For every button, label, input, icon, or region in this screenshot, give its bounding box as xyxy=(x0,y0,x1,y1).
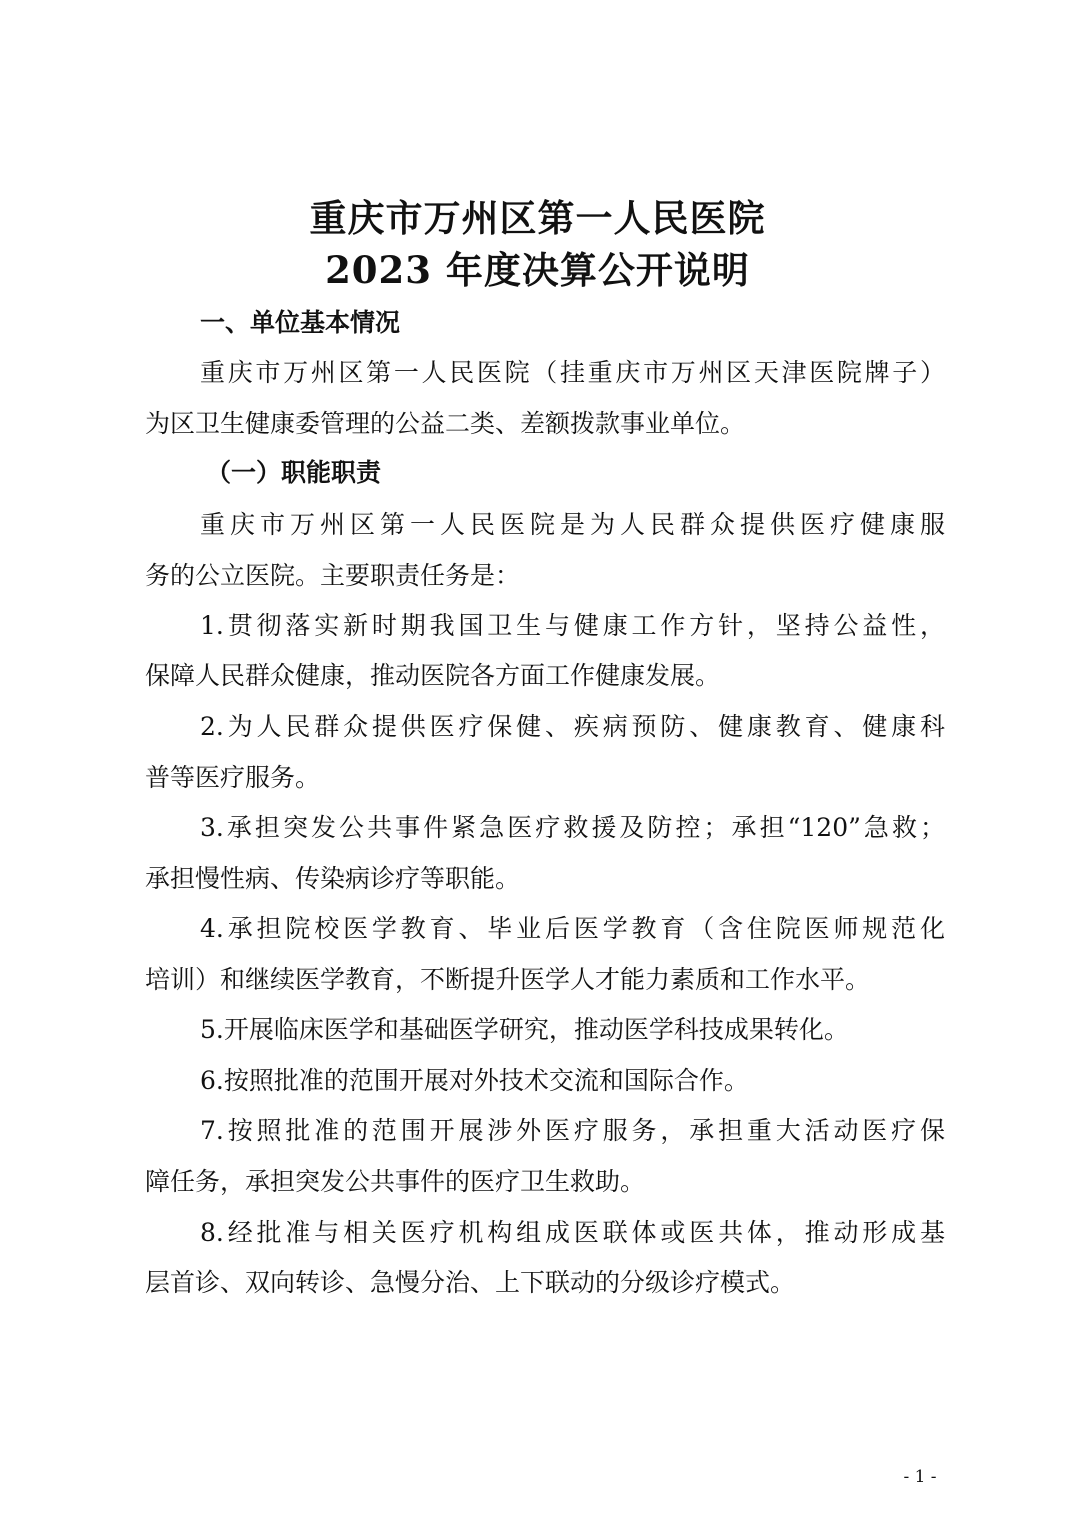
duty-item-2-line1: 2.为人民群众提供医疗保健、疾病预防、健康教育、健康科 xyxy=(200,712,945,741)
document-title-line1: 重庆市万州区第一人民医院 xyxy=(309,196,766,240)
duty-item-8-line2: 层首诊、双向转诊、急慢分治、上下联动的分级诊疗模式。 xyxy=(145,1268,796,1297)
intro-line2: 为区卫生健康委管理的公益二类、差额拨款事业单位。 xyxy=(145,409,746,438)
subsection1-heading: （一）职能职责 xyxy=(206,458,382,487)
intro-line1: 重庆市万州区第一人民医院（挂重庆市万州区天津医院牌子） xyxy=(200,358,945,387)
duty-item-1-line2: 保障人民群众健康，推动医院各方面工作健康发展。 xyxy=(145,661,721,690)
duty-item-1-line1: 1.贯彻落实新时期我国卫生与健康工作方针，坚持公益性， xyxy=(200,611,945,640)
duty-item-6-line1: 6.按照批准的范围开展对外技术交流和国际合作。 xyxy=(200,1066,749,1095)
section1-heading: 一、单位基本情况 xyxy=(200,308,401,337)
duty-item-7-line2: 障任务，承担突发公共事件的医疗卫生救助。 xyxy=(145,1167,646,1196)
duty-item-8-line1: 8.经批准与相关医疗机构组成医联体或医共体，推动形成基 xyxy=(200,1218,945,1247)
duty-item-5-line1: 5.开展临床医学和基础医学研究，推动医学科技成果转化。 xyxy=(200,1015,849,1044)
document-title-line2: 2023 年度决算公开说明 xyxy=(325,248,750,292)
page-number: - 1 - xyxy=(903,1467,937,1487)
duty-intro-line1: 重庆市万州区第一人民医院是为人民群众提供医疗健康服 xyxy=(200,510,945,539)
duty-item-2-line2: 普等医疗服务。 xyxy=(145,763,321,792)
duty-intro-line2: 务的公立医院。主要职责任务是： xyxy=(145,561,521,590)
duty-item-3-line2: 承担慢性病、传染病诊疗等职能。 xyxy=(145,864,521,893)
duty-item-3-line1: 3.承担突发公共事件紧急医疗救援及防控；承担“120”急救； xyxy=(200,813,945,842)
duty-item-4-line1: 4.承担院校医学教育、毕业后医学教育（含住院医师规范化 xyxy=(200,914,945,943)
duty-item-4-line2: 培训）和继续医学教育，不断提升医学人才能力素质和工作水平。 xyxy=(145,965,871,994)
duty-item-7-line1: 7.按照批准的范围开展涉外医疗服务，承担重大活动医疗保 xyxy=(200,1116,945,1145)
